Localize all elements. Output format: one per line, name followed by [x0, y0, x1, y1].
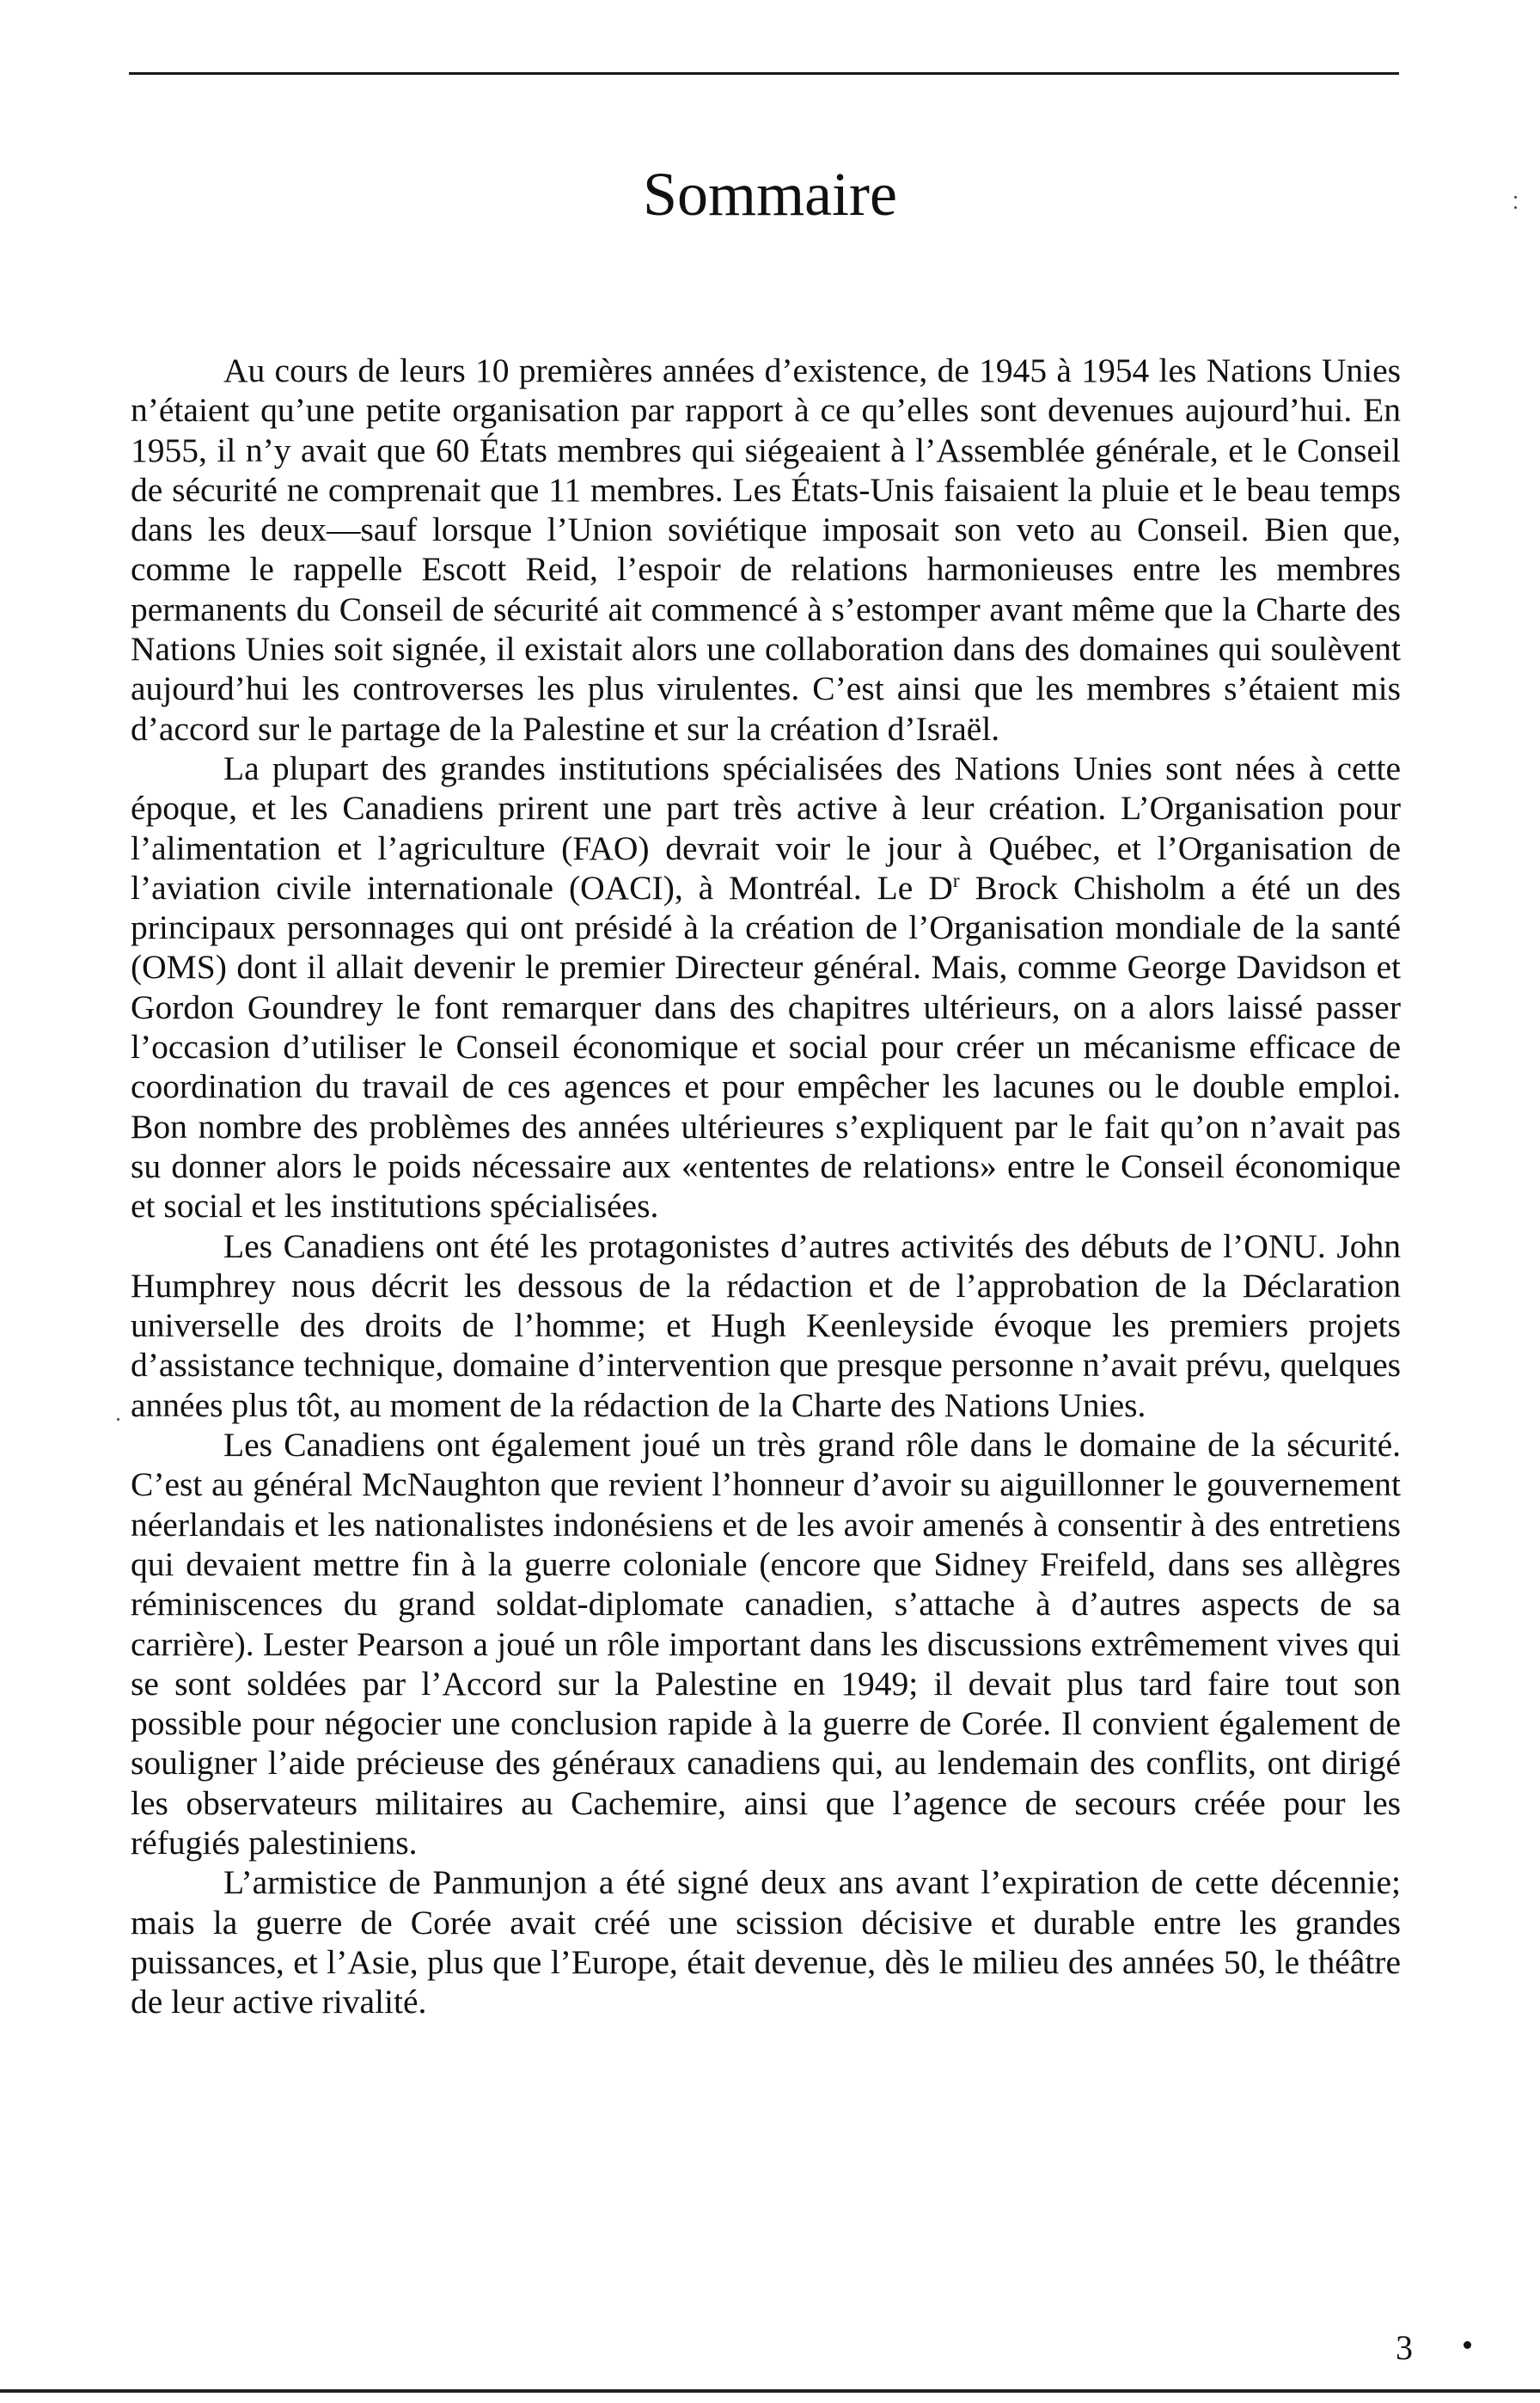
page-number: 3 — [1396, 2328, 1413, 2367]
paragraph-4: Les Canadiens ont également joué un très grand rôle dans le domaine de la sécurité. C’est au général McNaughton que revient l’honneur d’avoir su aiguillonner le gouvernement néerlandais et les nationalistes indonésiens et de les avoir amenés à consentir à des entretiens qui devaient mettre fin à la guerre coloniale (encore que Sidney Freifeld, dans ses allègres réminiscences du grand soldat-diplomate canadien, s’attache à d’autres aspects de sa carrière). Lester Pearson a joué un rôle important dans les discussions extrêmement vives qui se sont soldées par l’Accord sur la Palestine en 1949; il devait plus tard faire tout son possible pour négocier une conclusion rapide à la guerre de Corée. Il convient également de souligner l’aide précieuse des généraux canadiens qui, au lendemain des conflits, ont dirigé les observateurs militaires au Cachemire, ainsi que l’agence de secours créée pour les réfugiés palestiniens. — [131, 1426, 1401, 1862]
page-title: Sommaire — [643, 160, 897, 229]
body-text — [131, 351, 1401, 2021]
paragraph-3: Les Canadiens ont été les protagonistes d’autres activités des débuts de l’ONU. John Humphrey nous décrit les dessous de la rédaction et de l’approbation de la Déclaration universelle des droits de l’homme; et Hugh Keenleyside évoque les premiers projets d’assistance technique, domaine d’intervention que presque personne n’avait prévu, quelques années plus tôt, au moment de la rédaction de la Charte des Nations Unies. — [131, 1226, 1401, 1424]
superscript-r: r — [952, 869, 960, 892]
paragraph-5: L’armistice de Panmunjon a été signé deux ans avant l’expiration de cette décennie; mais la guerre de Corée avait créé une scission décisive et durable entre les grandes puissances, et l’Asie, plus que l’Europe, était devenue, dès le milieu des années 50, le théâtre de leur active rivalité. — [131, 1863, 1401, 2021]
top-rule — [129, 72, 1399, 75]
paragraph-1: Au cours de leurs 10 premières années d’existence, de 1945 à 1954 les Nations Unies n’étaient qu’une petite organisation par rapport à ce qu’elles sont devenues aujourd’hui. En 1955, il n’y avait que 60 États membres qui siégeaient à l’Assemblée générale, et le Conseil de sécurité ne comprenait que 11 membres. Les États-Unis faisaient la pluie et le beau temps dans les deux—sauf lorsque l’Union soviétique imposait son veto au Conseil. Bien que, comme le rappelle Escott Reid, l’espoir de relations harmonieuses entre les membres permanents du Conseil de sécurité ait commencé à s’estomper avant même que la Charte des Nations Unies soit signée, il existait alors une collaboration dans des domaines qui soulèvent aujourd’hui les controverses les plus virulentes. C’est ainsi que les membres s’étaient mis d’accord sur le partage de la Palestine et sur la création d’Israël. — [131, 352, 1401, 748]
scan-mark — [117, 1418, 119, 1421]
scan-mark — [1514, 196, 1517, 199]
paragraph-2: La plupart des grandes institutions spécialisées des Nations Unies sont nées à cette époque, et les Canadiens prirent une part très active à leur création. L’Organisation pour l’alimentation et l’agriculture (FAO) devrait voir le jour à Québec, et l’Organisation de l’aviation civile internationale (OACI), à Montréal. Le $D^r$ Brock Chisholm a été un des principaux personnages qui ont présidé à la création de l’Organisation mondiale de la santé (OMS) dont il allait devenir le premier Directeur général. Mais, comme George Davidson et Gordon Goundrey le font remarquer dans des chapitres ultérieurs, on a alors laissé passer l’occasion d’utiliser le Conseil économique et social pour créer un mécanisme efficace de coordination du travail de ces agences et pour empêcher les lacunes ou le double emploi. Bon nombre des problèmes des années ultérieures s’expliquent par le fait qu’on n’avait pas su donner alors le poids nécessaire aux «ententes de relations» entre le Conseil économique et social et les institutions spécialisées. — [131, 749, 1401, 1226]
bullet-dot-icon — [1464, 2341, 1471, 2349]
bottom-rule — [0, 2389, 1540, 2393]
scan-mark — [1514, 206, 1517, 209]
